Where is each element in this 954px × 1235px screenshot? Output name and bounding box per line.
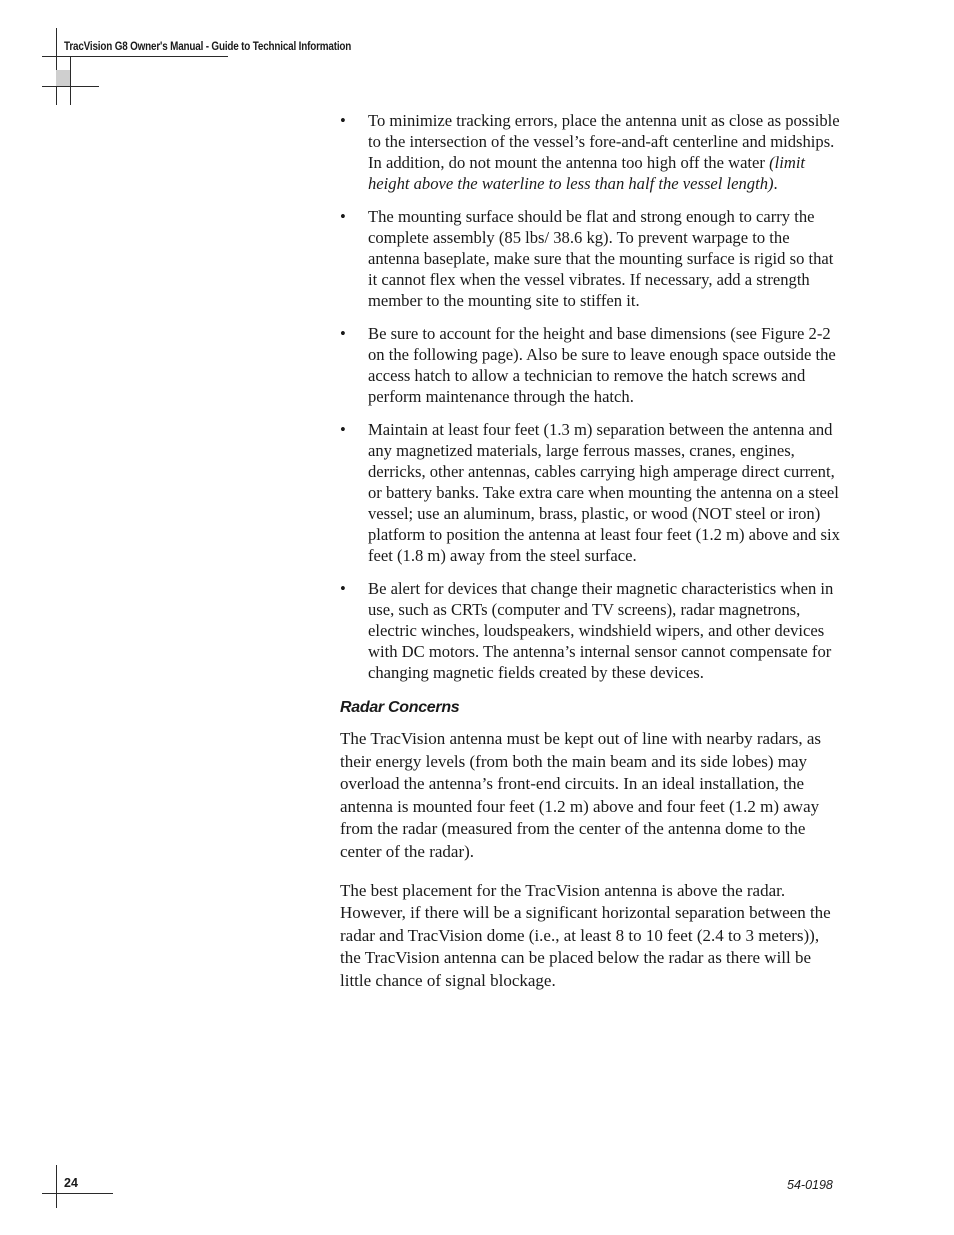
list-item: [340, 206, 840, 311]
bullet-icon: •: [340, 324, 346, 343]
bullet-list: [340, 110, 840, 683]
list-item: [340, 419, 840, 566]
bullet-punctuation: .: [773, 174, 778, 193]
list-item: [340, 323, 840, 407]
paragraph: The TracVision antenna must be kept out of line with nearby radars, as their energy levels (from both the main beam and its side lobes) may overload the antenna’s front-end circuits. In an ideal installation, the antenna is mounted four feet (1.2 m) above and four feet (1.2 m) away from the radar (measured from the center of the antenna dome to the center of the radar).: [340, 729, 822, 861]
registration-block: [56, 70, 70, 86]
bullet-icon: •: [340, 207, 346, 226]
bullet-icon: •: [340, 420, 346, 439]
bullet-text: Maintain at least four feet (1.3 m) separation between the antenna and any magnetized materials, large ferrous masses, cranes, engines, derricks, other antennas, cables carrying high amperage direct current, or battery banks. Take extra care when mounting the antenna on a steel vessel; use an aluminum, brass, plastic, or wood (NOT steel or iron) platform to position the antenna at least four feet (1.2 m) above and six feet (1.8 m) away from the steel surface.: [368, 420, 840, 565]
running-header: TracVision G8 Owner's Manual - Guide to Technical Information: [64, 41, 352, 53]
bullet-icon: •: [340, 579, 346, 598]
main-content: [340, 110, 840, 1009]
page-number: 24: [64, 1176, 78, 1190]
list-item: [340, 578, 840, 683]
bullet-italic-note: (limit height above the waterline to less than half the vessel length): [368, 153, 806, 193]
crop-mark-top-inner-vertical: [70, 56, 71, 105]
document-code: 54-0198: [787, 1178, 833, 1192]
bullet-text: To minimize tracking errors, place the antenna unit as close as possible to the intersection of the vessel’s fore-and-aft centerline and midships. In addition, do not mount the antenna too high off the water: [368, 111, 840, 172]
crop-mark-bottom-rule: [42, 1193, 113, 1194]
crop-mark-bottom-vertical: [56, 1165, 57, 1208]
bullet-icon: •: [340, 111, 346, 130]
crop-mark-top-vertical: [56, 28, 57, 105]
section-heading: Radar Concerns: [340, 699, 460, 716]
paragraph: The best placement for the TracVision antenna is above the radar. However, if there will be a significant horizontal separation between the radar and TracVision dome (i.e., at least 8 to 10 feet (2.4 to 3 meters)), the TracVision antenna can be placed below the radar as there will be little chance of signal blockage.: [340, 880, 831, 990]
bullet-text: Be alert for devices that change their magnetic characteristics when in use, such as CRTs (computer and TV screens), radar magnetrons, electric winches, loudspeakers, windshield wipers, and other devices with DC motors. The antenna’s internal sensor cannot compensate for changing magnetic fields created by these devices.: [368, 579, 834, 682]
bullet-text: The mounting surface should be flat and strong enough to carry the complete assembly (85 lbs/ 38.6 kg). To prevent warpage to the antenna baseplate, make sure that the mounting surface is rigid so that it cannot flex when the vessel vibrates. If necessary, add a strength member to the mounting site to stiffen it.: [368, 207, 834, 310]
list-item: [340, 110, 840, 194]
bullet-text: Be sure to account for the height and base dimensions (see Figure 2-2 on the following page). Also be sure to leave enough space outside the access hatch to allow a technician to remove the hatch screws and perform maintenance through the hatch.: [368, 324, 836, 406]
